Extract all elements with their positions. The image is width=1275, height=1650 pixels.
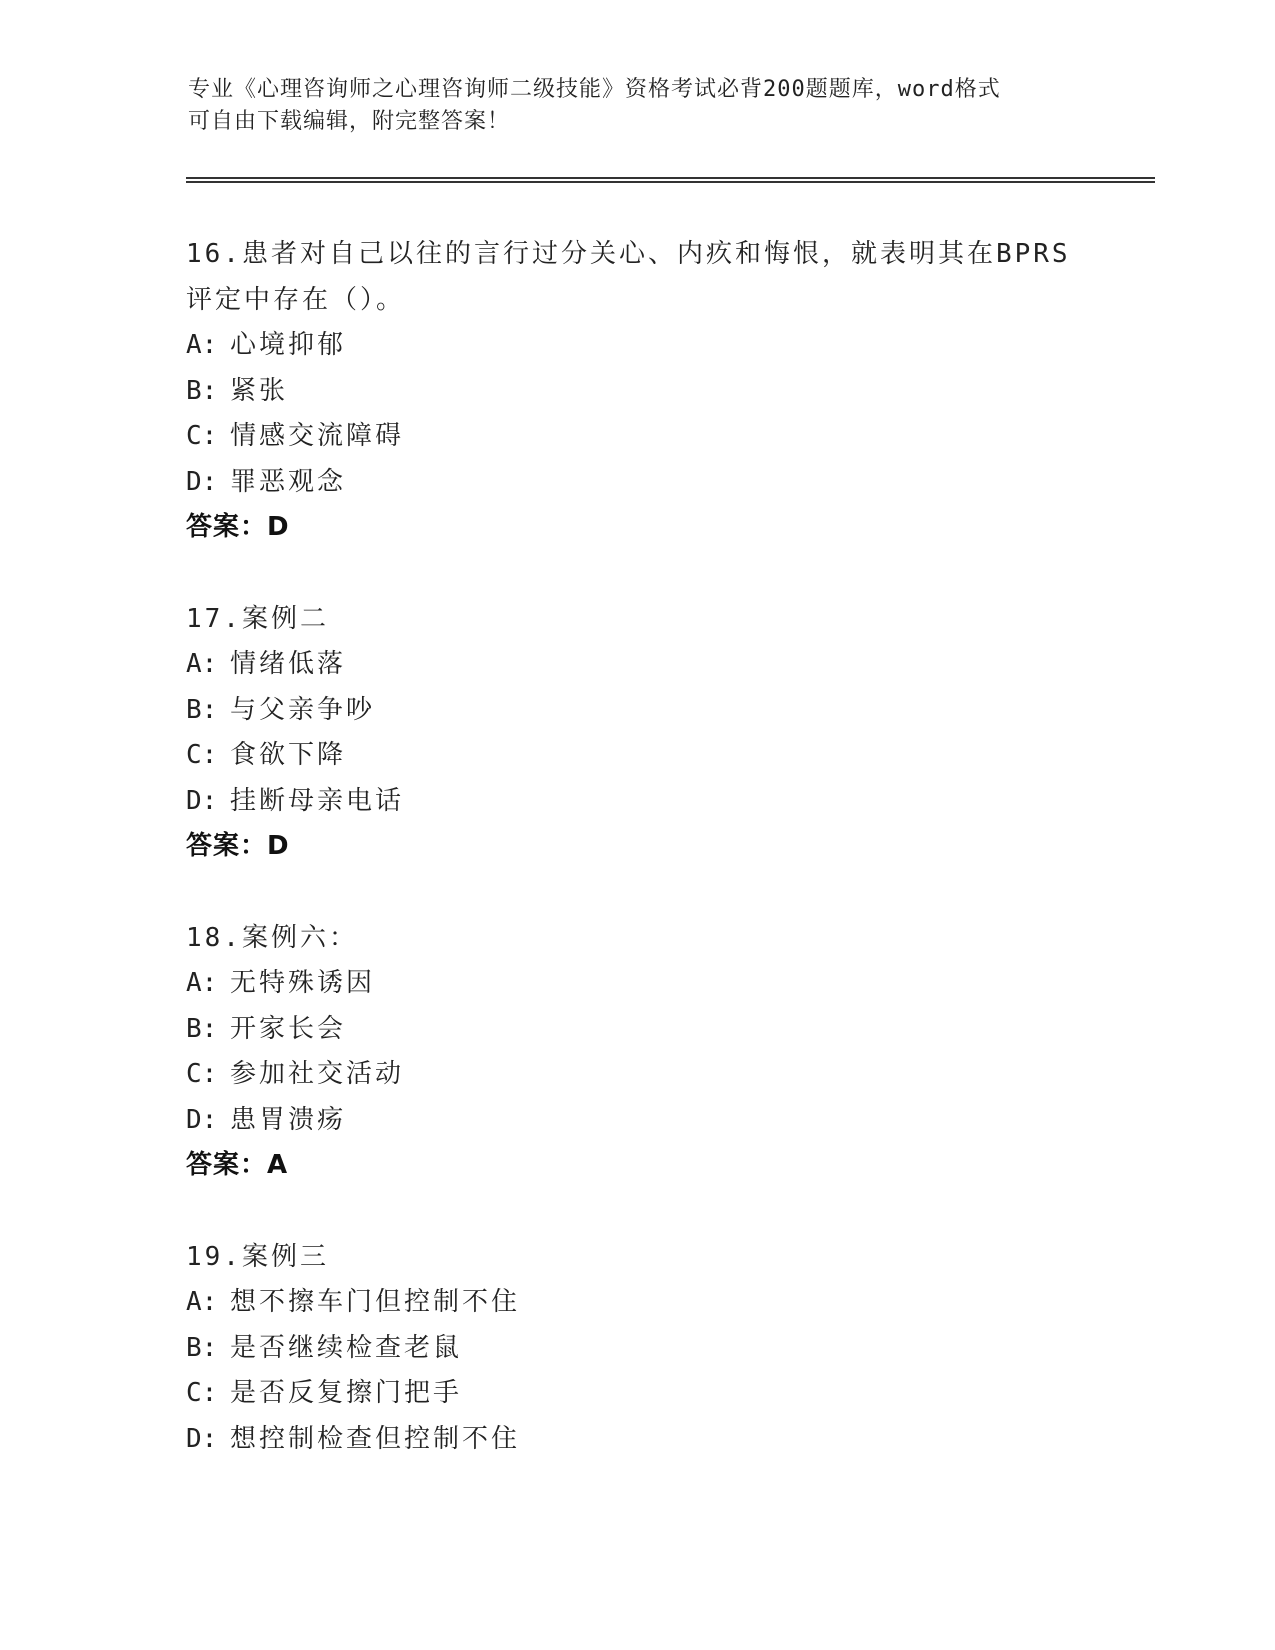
option-letter: A: — [186, 649, 218, 679]
option-letter: C: — [186, 1378, 218, 1408]
answer-option — [186, 414, 1086, 460]
option-letter: D: — [186, 466, 218, 497]
answer-option — [186, 688, 1086, 734]
option-letter: B: — [186, 375, 218, 406]
question-block — [186, 597, 1086, 870]
answer-option — [186, 642, 1086, 688]
document-header — [188, 74, 1088, 138]
option-text: 想控制检查但控制不住 — [230, 1423, 521, 1454]
option-letter: B: — [186, 694, 218, 725]
option-text: 情绪低落 — [230, 649, 347, 679]
option-text: 是否继续检查老鼠 — [230, 1332, 463, 1363]
option-letter: B: — [186, 1332, 218, 1363]
answer-option — [186, 1417, 1086, 1463]
question-block — [186, 1235, 1086, 1463]
option-text: 是否反复擦门把手 — [230, 1378, 463, 1408]
question-list — [186, 232, 1086, 1508]
option-text: 参加社交活动 — [230, 1059, 405, 1089]
answer-key: 答案：D — [186, 512, 290, 542]
answer-option — [186, 1007, 1086, 1053]
answer-option — [186, 733, 1086, 779]
question-stem: 评定中存在（）。 — [186, 284, 406, 315]
header-line-2: 可自由下载编辑，附完整答案！ — [188, 109, 511, 134]
answer-option — [186, 779, 1086, 825]
answer-key: 答案：D — [186, 831, 290, 861]
option-letter: B: — [186, 1013, 218, 1044]
option-text: 与父亲争吵 — [230, 694, 376, 725]
option-text: 无特殊诱因 — [230, 968, 376, 998]
question-stem: 17.案例二 — [186, 603, 329, 634]
option-text: 患胃溃疡 — [230, 1104, 347, 1135]
header-line-1: 专业《心理咨询师之心理咨询师二级技能》资格考试必背200题题库，word格式 — [188, 77, 1001, 102]
answer-option — [186, 1098, 1086, 1144]
header-divider — [186, 177, 1155, 183]
answer-option — [186, 323, 1086, 369]
answer-option — [186, 369, 1086, 415]
option-letter: D: — [186, 785, 218, 816]
option-letter: A: — [186, 1287, 218, 1317]
option-letter: C: — [186, 740, 218, 770]
question-stem: 19.案例三 — [186, 1241, 329, 1272]
option-letter: C: — [186, 1059, 218, 1089]
answer-option — [186, 1052, 1086, 1098]
option-text: 挂断母亲电话 — [230, 785, 405, 816]
option-text: 罪恶观念 — [230, 466, 347, 497]
option-text: 开家长会 — [230, 1013, 347, 1044]
question-block — [186, 232, 1086, 551]
option-letter: C: — [186, 421, 218, 451]
answer-option — [186, 1326, 1086, 1372]
option-letter: D: — [186, 1104, 218, 1135]
answer-option — [186, 460, 1086, 506]
option-text: 心境抑郁 — [230, 330, 347, 360]
answer-option — [186, 961, 1086, 1007]
option-text: 想不擦车门但控制不住 — [230, 1287, 521, 1317]
option-letter: D: — [186, 1423, 218, 1454]
option-text: 食欲下降 — [230, 740, 347, 770]
question-stem: 18.案例六： — [186, 922, 358, 953]
question-block — [186, 916, 1086, 1189]
option-letter: A: — [186, 330, 218, 360]
option-text: 紧张 — [230, 375, 289, 406]
option-letter: A: — [186, 968, 218, 998]
answer-option — [186, 1280, 1086, 1326]
answer-key: 答案：A — [186, 1150, 289, 1180]
option-text: 情感交流障碍 — [230, 421, 405, 451]
answer-option — [186, 1371, 1086, 1417]
question-stem: 16.患者对自己以往的言行过分关心、内疚和悔恨，就表明其在BPRS — [186, 239, 1071, 269]
